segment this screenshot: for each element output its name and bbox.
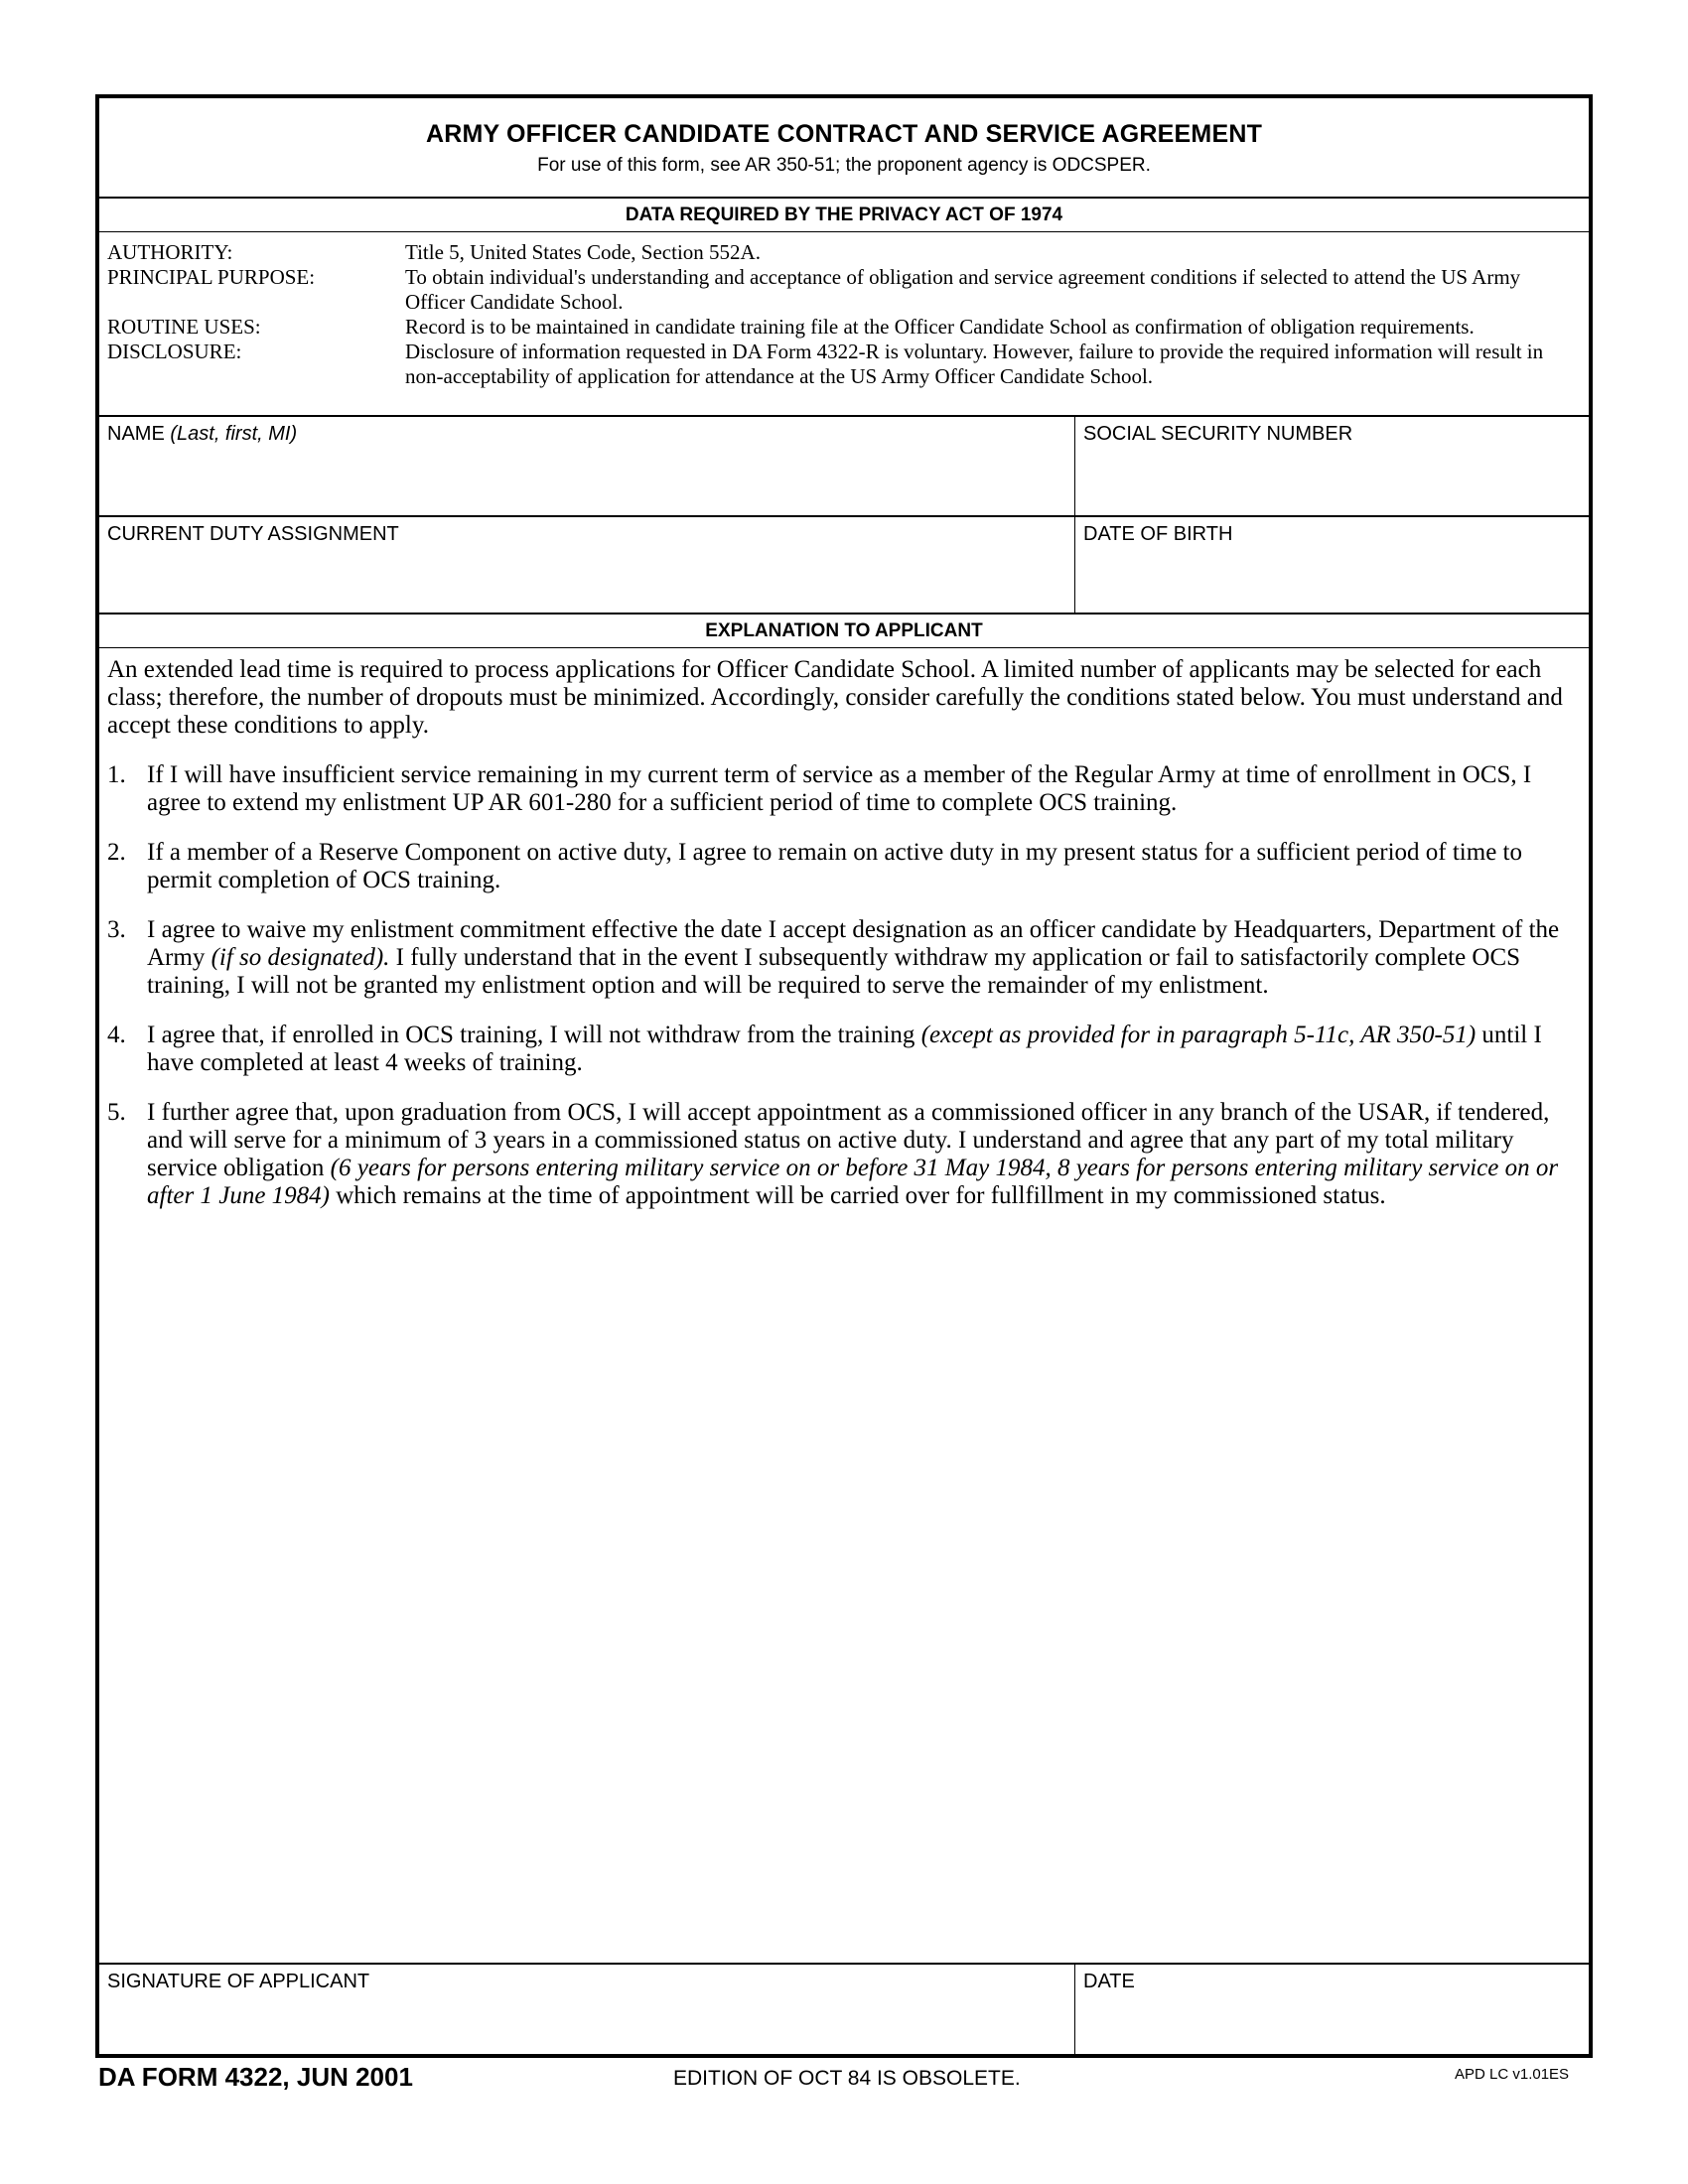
privacy-value: Record is to be maintained in candidate training file at the Officer Candidate School as confirmation of obligation requirements. [405,315,1475,339]
condition-text [147,839,1579,894]
condition-item-2 [107,839,1579,894]
condition-text-italic: (6 years for persons entering military service on or before 31 May 1984, 8 years for persons entering military service on or after 1 June 1984) [147,1155,1559,1209]
signature-label: SIGNATURE OF APPLICANT [107,1971,370,1992]
condition-text [147,916,1579,1000]
signature-field[interactable] [99,1965,1075,2054]
privacy-act-heading: DATA REQUIRED BY THE PRIVACY ACT OF 1974 [99,199,1589,232]
condition-number: 3. [107,916,126,943]
condition-item-3 [107,916,1579,1000]
condition-text-italic: (if so designated). [211,944,390,971]
form-header [99,98,1589,199]
privacy-act-section [99,232,1589,417]
condition-item-1 [107,761,1579,817]
duty-dob-row [99,517,1589,614]
name-ssn-row [99,417,1589,517]
form-title: ARMY OFFICER CANDIDATE CONTRACT AND SERVICE AGREEMENT [425,120,1263,148]
signature-row [99,1963,1589,2054]
name-label: NAME [107,423,165,445]
privacy-label: AUTHORITY: [107,240,233,264]
explanation-heading: EXPLANATION TO APPLICANT [99,614,1589,648]
ssn-label: SOCIAL SECURITY NUMBER [1083,423,1353,445]
explanation-section [99,648,1589,1210]
date-of-birth-field[interactable] [1075,517,1589,613]
condition-text [147,1099,1579,1210]
privacy-row-authority [107,240,1589,265]
condition-text [147,1022,1579,1077]
condition-text-part: I fully understand that in the event I subsequently withdraw my application or fail to satisfactorily complete OCS training, I will not be granted my enlistment option and will be required to serve the remainder of my enlistment. [147,944,1521,999]
form-frame [95,94,1593,2058]
condition-number: 4. [107,1022,126,1048]
condition-text-part: If a member of a Reserve Component on active duty, I agree to remain on active duty in my present status for a sufficient period of time to permit completion of OCS training. [147,839,1522,893]
edition-note: EDITION OF OCT 84 IS OBSOLETE. [673,2067,1021,2090]
condition-item-4 [107,1022,1579,1077]
privacy-value: Title 5, United States Code, Section 552A. [405,240,761,264]
condition-number: 1. [107,761,126,788]
privacy-row-disclosure [107,340,1589,389]
condition-text-part: which remains at the time of appointment will be carried over for fullfillment in my commissioned status. [329,1182,1386,1209]
date-of-birth-label: DATE OF BIRTH [1083,523,1233,545]
privacy-row-principal-purpose [107,265,1589,315]
form-subtitle: For use of this form, see AR 350-51; the proponent agency is ODCSPER. [537,155,1151,176]
privacy-label: DISCLOSURE: [107,340,242,363]
condition-number: 5. [107,1099,126,1126]
name-field[interactable] [99,417,1075,515]
duty-assignment-label: CURRENT DUTY ASSIGNMENT [107,523,399,545]
condition-text-part: If I will have insufficient service remaining in my current term of service as a member of the Regular Army at time of enrollment in OCS, I agree to extend my enlistment UP AR 601-280 for a sufficient period of time to complete OCS training. [147,761,1532,816]
privacy-label: ROUTINE USES: [107,315,261,339]
condition-text-part: until I have completed at least 4 weeks of training. [147,1022,1542,1076]
privacy-value: To obtain individual's understanding and acceptance of obligation and service agreement conditions if selected to attend the US Army Officer Candidate School. [405,265,1521,314]
explanation-intro: An extended lead time is required to process applications for Officer Candidate School. A limited number of applicants may be selected for each class; therefore, the number of dropouts must be minimized. Accordingly, consider carefully the conditions stated below. You must understand and accept these conditions to apply. [107,656,1563,739]
ssn-field[interactable] [1075,417,1589,515]
form-identifier: DA FORM 4322, JUN 2001 [98,2062,413,2092]
condition-number: 2. [107,839,126,866]
privacy-row-routine-uses [107,315,1589,340]
condition-text-italic: (except as provided for in paragraph 5-11c, AR 350-51) [920,1022,1477,1048]
privacy-value: Disclosure of information requested in DA Form 4322-R is voluntary. However, failure to provide the required information will result in non-acceptability of application for attendance at the US Army Officer Candidate School. [405,340,1544,388]
signature-date-field[interactable] [1075,1965,1589,2054]
duty-assignment-field[interactable] [99,517,1075,613]
name-hint: (Last, first, MI) [170,423,298,445]
condition-text-part: I agree that, if enrolled in OCS training, I will not withdraw from the training [147,1022,921,1048]
privacy-label: PRINCIPAL PURPOSE: [107,265,316,289]
condition-text-part: I further agree that, upon graduation from OCS, I will accept appointment as a commissioned officer in any branch of the USAR, if tendered, and will serve for a minimum of 3 years in a commissioned status on active duty. I understand and agree that any part of my total military service obligation [147,1099,1550,1181]
signature-date-label: DATE [1083,1971,1135,1992]
condition-text-part: I agree to waive my enlistment commitment effective the date I accept designation as an officer candidate by Headquarters, Department of the Army [147,916,1560,971]
condition-item-5 [107,1099,1579,1210]
version-label: APD LC v1.01ES [1455,2066,1570,2083]
condition-text [147,761,1579,817]
